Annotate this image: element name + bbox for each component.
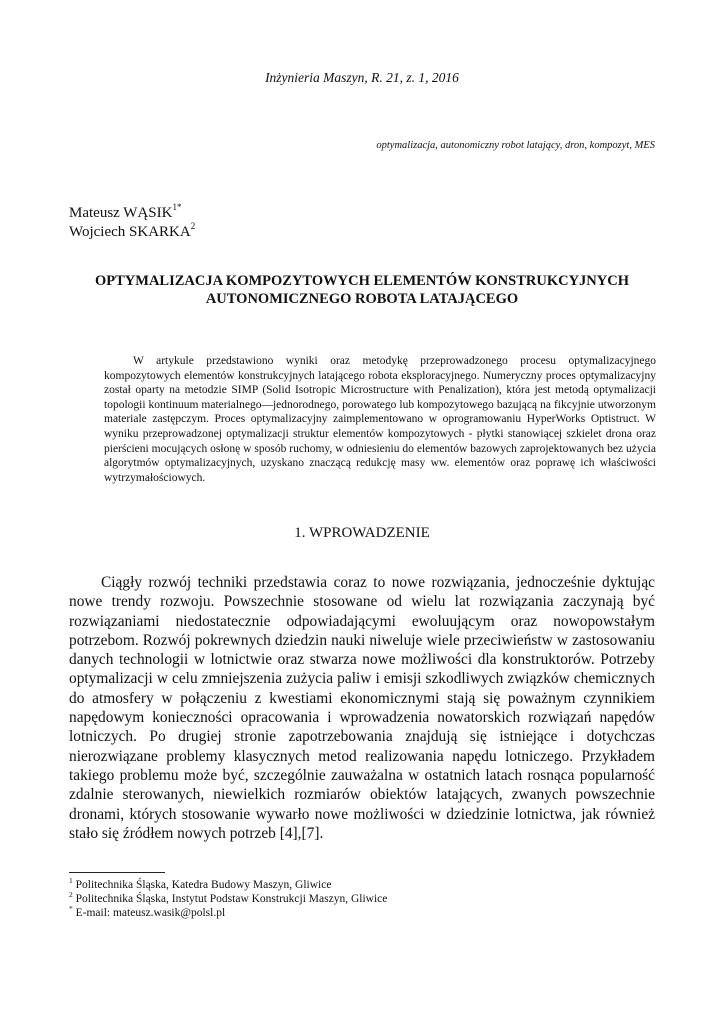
footnote-mark: 1 xyxy=(69,876,73,885)
footnote xyxy=(69,906,655,920)
paper-title xyxy=(60,272,664,308)
author-affiliation-mark: 2 xyxy=(190,221,196,231)
footnote-text: E-mail: mateusz.wasik@polsl.pl xyxy=(75,907,226,919)
author-name: Mateusz WĄSIK xyxy=(69,205,173,221)
keywords: optymalizacja, autonomiczny robot latający, dron, kompozyt, MES xyxy=(376,140,655,151)
footnote-text: Politechnika Śląska, Instytut Podstaw Konstrukcji Maszyn, Gliwice xyxy=(75,893,388,905)
footnote xyxy=(69,892,655,906)
footnote-mark: 2 xyxy=(69,890,73,899)
footnote-mark: * xyxy=(69,904,73,913)
abstract: W artykule przedstawiono wyniki oraz metodykę przeprowadzonego procesu optymalizacyjnego kompozytowych elementów konstrukcyjnych latającego robota eksploracyjnego. Numeryczny proces optymalizacyjny został oparty na metodzie SIMP (Solid Isotropic Microstructure with Penalization), która jest metodą optymalizacji topologii kontinuum materialnego—jednorodnego, porowatego lub kompozytowego bazującą na fikcyjnie utworzonym materiale zastępczym. Proces optymalizacyjny zaimplementowano w oprogramowaniu HyperWorks Optistruct. W wyniku przeprowadzonej optymalizacji struktur elementów kompozytowych - płytki stanowiącej szkielet drona oraz pierścieni mocujących osłonę w sposób ruchomy, w odniesieniu do elementów bazowych zaprojektowanych bez użycia algorytmów optymalizacyjnych, uzyskano znaczącą redukcję masy ww. elementów oraz poprawę ich właściwości wytrzymałościowych. xyxy=(104,355,656,484)
footnote xyxy=(69,878,655,892)
journal-header: Inżynieria Maszyn, R. 21, z. 1, 2016 xyxy=(265,70,459,85)
title-line: AUTONOMICZNEGO ROBOTA LATAJĄCEGO xyxy=(205,291,519,307)
body-paragraph: Ciągły rozwój techniki przedstawia coraz to nowe rozwiązania, jednocześnie dyktując nowe trendy rozwoju. Powszechnie stosowane od wielu lat rozwiązania zaczynają być rozwiązaniami niedostatecznie odpowiadającymi ewoluującym oraz nowopowstałym potrzebom. Rozwój pokrewnych dziedzin nauki niweluje wiele przeciwieństw w zastosowaniu danych technologii w lotnictwie oraz stwarza nowe możliwości dla konstruktorów. Potrzeby optymalizacji w celu zmniejszenia zużycia paliw i emisji szkodliwych związków chemicznych do atmosfery w połączeniu z kwestiami ekonomicznymi stają się poważnym czynnikiem napędowym konieczności opracowania i wprowadzenia nowatorskich rozwiązań napędów lotniczych. Po drugiej stronie zapotrzebowania znajdują się istniejące i dotychczas nierozwiązane problemy klasycznych metod realizowania napędu lotniczego. Przykładem takiego problemu może być, szczególnie zauważalna w ostatnich latach rosnąca popularność zdalnie sterowanych, niewielkich rozmiarów obiektów latających, zwanych powszechnie dronami, których stosowanie wywarło nowe możliwości w dziedzinie lotnictwa, jak również stało się źródłem nowych potrzeb [4],[7]. xyxy=(69,574,655,842)
footnotes xyxy=(69,878,655,920)
author-list xyxy=(69,204,195,242)
section-heading: 1. WPROWADZENIE xyxy=(294,525,430,541)
author xyxy=(69,204,195,223)
footnote-divider xyxy=(69,872,165,873)
author xyxy=(69,223,195,242)
author-affiliation-mark: 1* xyxy=(172,202,182,212)
author-name: Wojciech SKARKA xyxy=(69,224,191,240)
footnote-text: Politechnika Śląska, Katedra Budowy Maszyn, Gliwice xyxy=(75,879,332,891)
title-line: OPTYMALIZACJA KOMPOZYTOWYCH ELEMENTÓW KONSTRUKCYJNYCH xyxy=(95,273,629,289)
